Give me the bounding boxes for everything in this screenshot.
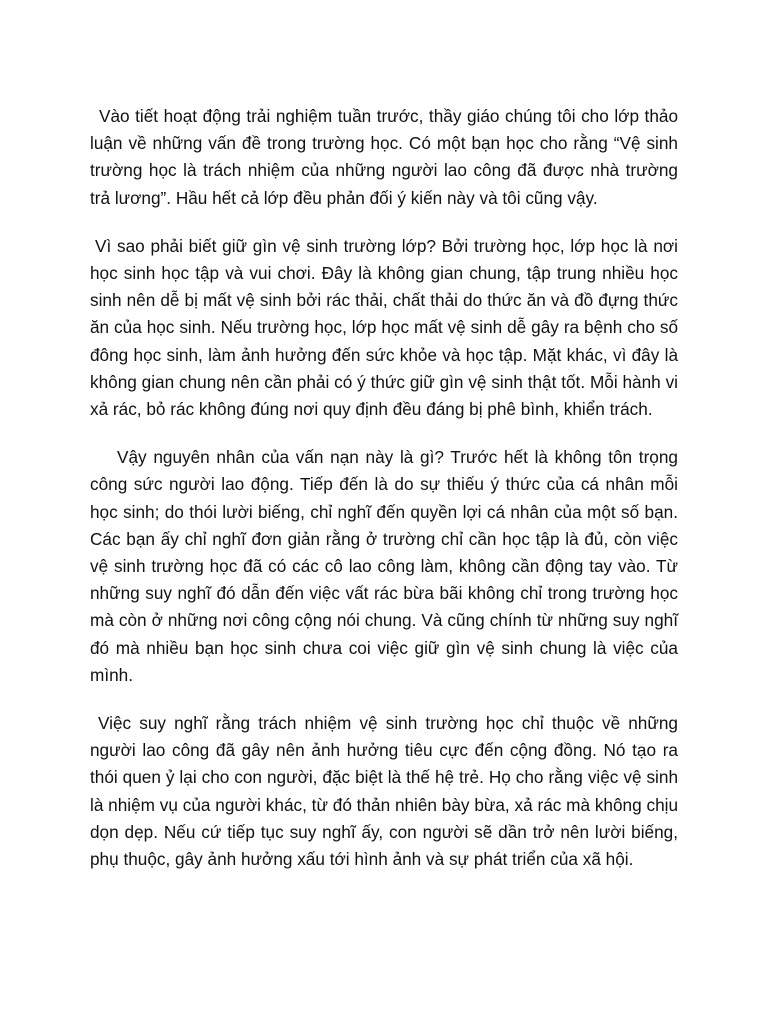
paragraph-1: Vào tiết hoạt động trải nghiệm tuần trước, thầy giáo chúng tôi cho lớp thảo luận về những vấn đề trong trường học. Có một bạn học cho rằng “Vệ sinh trường học là trách nhiệm của những người lao công đã được nhà trường trả lương”. Hầu hết cả lớp đều phản đối ý kiến này và tôi cũng vậy.: [90, 106, 678, 208]
paragraph-3: Vậy nguyên nhân của vấn nạn này là gì? Trước hết là không tôn trọng công sức người lao động. Tiếp đến là do sự thiếu ý thức của cá nhân mỗi học sinh; do thói lười biếng, chỉ nghĩ đến quyền lợi cá nhân của một số bạn. Các bạn ấy chỉ nghĩ đơn giản rằng ở trường chỉ cần học tập là đủ, còn việc vệ sinh trường học đã có các cô lao công làm, không cần động tay vào. Từ những suy nghĩ đó dẫn đến việc vất rác bừa bãi không chỉ trong trường học mà còn ở những nơi công cộng nói chung. Và cũng chính từ những suy nghĩ đó mà nhiều bạn học sinh chưa coi việc giữ gìn vệ sinh chung là việc của mình.: [90, 447, 678, 685]
paragraph-2: Vì sao phải biết giữ gìn vệ sinh trường lớp? Bởi trường học, lớp học là nơi học sinh học tập và vui chơi. Đây là không gian chung, tập trung nhiều học sinh nên dễ bị mất vệ sinh bởi rác thải, chất thải do thức ăn và đồ đựng thức ăn của học sinh. Nếu trường học, lớp học mất vệ sinh dễ gây ra bệnh cho số đông học sinh, làm ảnh hưởng đến sức khỏe và học tập. Mặt khác, vì đây là không gian chung nên cần phải có ý thức giữ gìn vệ sinh thật tốt. Mỗi hành vi xả rác, bỏ rác không đúng nơi quy định đều đáng bị phê bình, khiển trách.: [90, 235, 678, 420]
document-body: [90, 103, 678, 873]
paragraph-4: Việc suy nghĩ rằng trách nhiệm vệ sinh trường học chỉ thuộc về những người lao công đã gây nên ảnh hưởng tiêu cực đến cộng đồng. Nó tạo ra thói quen ỷ lại cho con người, đặc biệt là thế hệ trẻ. Họ cho rằng việc vệ sinh là nhiệm vụ của người khác, từ đó thản nhiên bày bừa, xả rác mà không chịu dọn dẹp. Nếu cứ tiếp tục suy nghĩ ấy, con người sẽ dần trở nên lười biếng, phụ thuộc, gây ảnh hưởng xấu tới hình ảnh và sự phát triển của xã hội.: [90, 713, 678, 870]
